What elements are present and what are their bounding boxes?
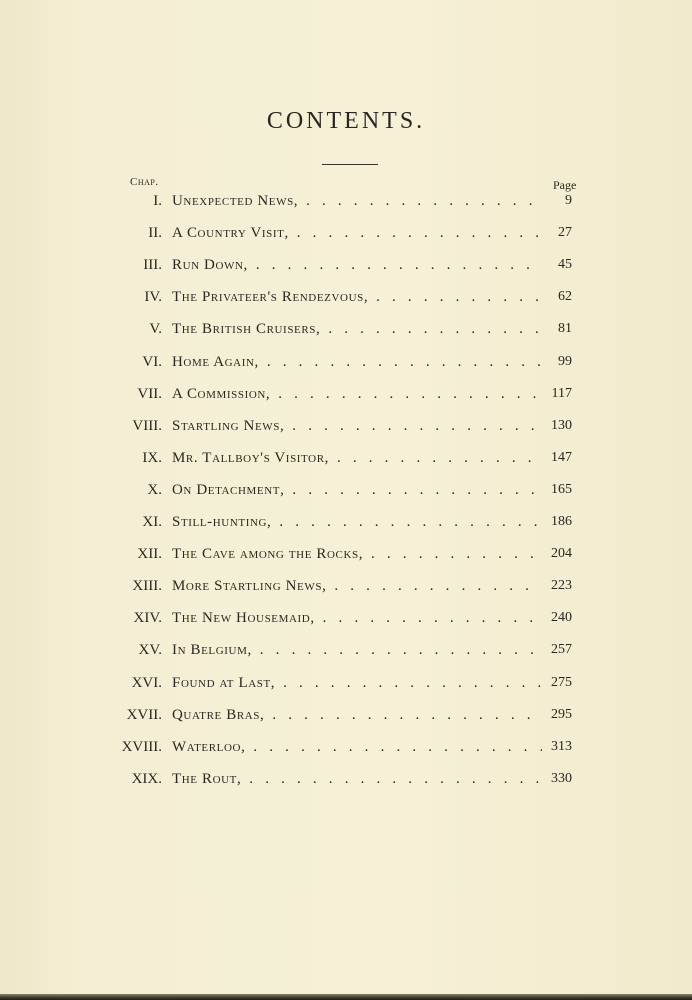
chapter-number: XIX. bbox=[131, 770, 162, 787]
contents-entry bbox=[0, 316, 692, 348]
chapter-title: Still-hunting, . . . bbox=[172, 514, 542, 531]
chapter-title: The Rout, . . . bbox=[172, 771, 542, 788]
chapter-title: Startling News, . . . bbox=[172, 418, 542, 435]
chapter-title: A Commission, . . . bbox=[172, 386, 542, 403]
chapter-title: The Privateer's Rendezvous, . . . bbox=[172, 289, 542, 306]
contents-entry bbox=[0, 637, 692, 669]
contents-entry bbox=[0, 413, 692, 445]
contents-entry bbox=[0, 445, 692, 477]
page-title: CONTENTS. bbox=[266, 108, 426, 134]
chapter-title: A Country Visit, . . . bbox=[172, 225, 542, 242]
chapter-page-number: 81 bbox=[558, 321, 572, 337]
page-bottom-edge bbox=[0, 994, 692, 1000]
chapter-page-number: 99 bbox=[558, 353, 572, 369]
chapter-title: In Belgium, . . . bbox=[172, 642, 542, 659]
chapter-number: XIII. bbox=[132, 578, 162, 595]
chapter-page-number: 27 bbox=[558, 225, 572, 241]
chapter-title: Mr. Tallboy's Visitor, . . . bbox=[172, 450, 542, 467]
chapter-number: I. bbox=[153, 193, 162, 209]
chapter-title: More Startling News, . . . bbox=[172, 578, 542, 595]
chapter-number: III. bbox=[143, 257, 162, 274]
chapter-page-number: 147 bbox=[551, 449, 572, 465]
contents-entry bbox=[0, 252, 692, 284]
chapter-number: XII. bbox=[137, 546, 162, 563]
chapter-page-number: 117 bbox=[551, 385, 572, 401]
chap-column-label: Chap. bbox=[130, 176, 159, 188]
contents-entry bbox=[0, 349, 692, 381]
contents-entry bbox=[0, 573, 692, 605]
chapter-page-number: 313 bbox=[551, 738, 572, 754]
chapter-number: XVII. bbox=[126, 706, 162, 723]
chapter-number: II. bbox=[148, 225, 162, 242]
chapter-number: X. bbox=[147, 481, 162, 498]
chapter-number: VI. bbox=[142, 353, 162, 370]
contents-entry bbox=[0, 734, 692, 766]
chapter-page-number: 9 bbox=[565, 193, 572, 208]
chapter-title: On Detachment, . . . bbox=[172, 482, 542, 499]
chapter-page-number: 165 bbox=[551, 481, 572, 497]
chapter-page-number: 204 bbox=[551, 546, 572, 562]
chapter-page-number: 186 bbox=[551, 514, 572, 529]
chapter-page-number: 295 bbox=[551, 706, 572, 722]
chapter-title: The Cave among the Rocks, . . . bbox=[172, 546, 542, 563]
chapter-title: Run Down, . . . bbox=[172, 257, 542, 274]
chapter-number: VIII. bbox=[132, 417, 162, 434]
contents-entry bbox=[0, 381, 692, 413]
contents-entry bbox=[0, 605, 692, 637]
chapter-page-number: 330 bbox=[551, 770, 572, 786]
page-column-label: Page bbox=[553, 178, 577, 192]
chapter-number: XI. bbox=[142, 514, 162, 530]
contents-entry bbox=[0, 284, 692, 316]
chapter-number: XVIII. bbox=[121, 738, 162, 755]
chapter-page-number: 240 bbox=[551, 610, 572, 626]
chapter-title: Found at Last, . . . bbox=[172, 675, 542, 692]
chapter-number: XIV. bbox=[133, 610, 162, 627]
contents-entry bbox=[0, 766, 692, 798]
chapter-number: IX. bbox=[142, 449, 162, 466]
contents-entry bbox=[0, 188, 692, 220]
chapter-page-number: 62 bbox=[558, 289, 572, 305]
chapter-page-number: 223 bbox=[551, 578, 572, 594]
chapter-title: Unexpected News, . . . bbox=[172, 193, 542, 210]
contents-entry bbox=[0, 477, 692, 509]
chapter-page-number: 45 bbox=[558, 257, 572, 273]
chapter-page-number: 257 bbox=[551, 642, 572, 658]
chapter-number: V. bbox=[149, 321, 162, 338]
chapter-number: XVI. bbox=[131, 674, 162, 691]
contents-entry bbox=[0, 509, 692, 541]
chapter-page-number: 275 bbox=[551, 674, 572, 690]
chapter-title: Waterloo, . . . bbox=[172, 739, 542, 756]
chapter-title: The New Housemaid, . . . bbox=[172, 610, 542, 627]
chapter-number: IV. bbox=[144, 289, 162, 306]
contents-entry bbox=[0, 670, 692, 702]
chapter-title: The British Cruisers, . . . bbox=[172, 321, 542, 338]
contents-entry bbox=[0, 702, 692, 734]
title-rule bbox=[322, 164, 378, 165]
chapter-number: XV. bbox=[138, 642, 162, 659]
chapter-page-number: 130 bbox=[551, 417, 572, 433]
contents-entry bbox=[0, 220, 692, 252]
chapter-title: Quatre Bras, . . . bbox=[172, 707, 542, 724]
chapter-title: Home Again, . . . bbox=[172, 354, 542, 371]
chapter-number: VII. bbox=[137, 385, 162, 402]
contents-entry bbox=[0, 541, 692, 573]
